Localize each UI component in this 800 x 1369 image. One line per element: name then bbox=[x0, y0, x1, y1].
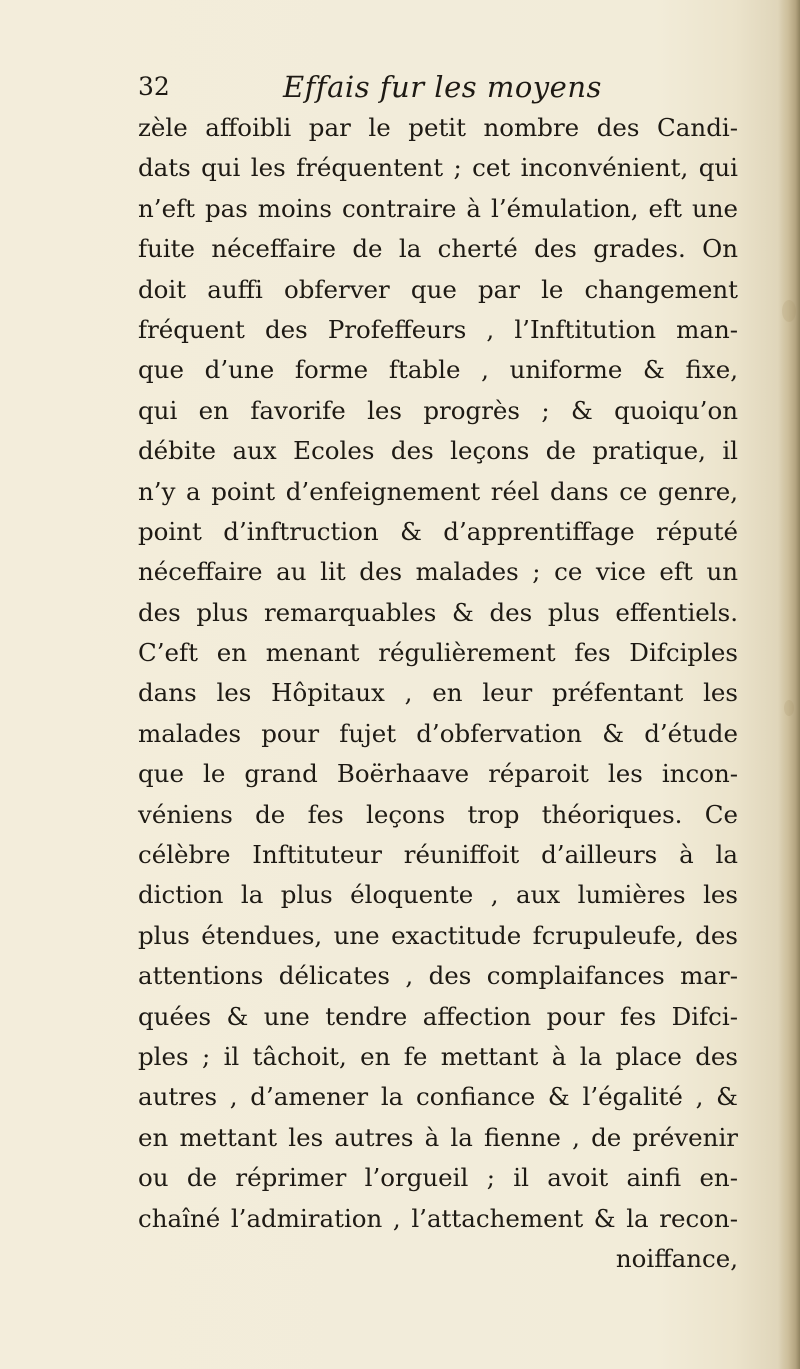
text-line: qui en favorife les progrès ; & quoiqu’on bbox=[138, 395, 738, 425]
text-line: en mettant les autres à la fienne , de prévenir bbox=[138, 1122, 738, 1152]
paper-stain bbox=[782, 300, 796, 322]
text-line: fréquent des Profeffeurs , l’Inftitution man- bbox=[138, 314, 738, 344]
text-line: n’y a point d’enfeignement réel dans ce genre, bbox=[138, 476, 738, 506]
text-line: néceffaire au lit des malades ; ce vice eft un bbox=[138, 557, 738, 587]
text-line: dats qui les fréquentent ; cet inconvénient, qui bbox=[138, 153, 738, 183]
page-edge-shadow bbox=[778, 0, 800, 1369]
text-line: malades pour fujet d’obfervation & d’étude bbox=[138, 718, 738, 748]
text-line: point d’inftruction & d’apprentiffage réputé bbox=[138, 516, 738, 546]
text-line: que le grand Boërhaave réparoit les incon- bbox=[138, 759, 738, 789]
page-number: 32 bbox=[138, 72, 170, 101]
text-line-final: noiffance, bbox=[615, 1243, 738, 1273]
text-line: dans les Hôpitaux , en leur préfentant les bbox=[138, 678, 738, 708]
text-line: ou de réprimer l’orgueil ; il avoit ainfi en- bbox=[138, 1163, 738, 1193]
text-line: célèbre Inftituteur réuniffoit d’ailleurs à la bbox=[138, 840, 738, 870]
body-text bbox=[138, 108, 738, 1279]
text-line: chaîné l’admiration , l’attachement & la recon- bbox=[138, 1203, 738, 1233]
text-line: n’eft pas moins contraire à l’émulation, eft une bbox=[138, 193, 738, 223]
text-line: autres , d’amener la confiance & l’égalité , & bbox=[138, 1082, 738, 1112]
text-line: zèle affoibli par le petit nombre des Candi- bbox=[138, 113, 738, 142]
running-head: Effais fur les moyens bbox=[283, 70, 602, 104]
text-line: quées & une tendre affection pour fes Difci- bbox=[138, 1001, 738, 1031]
text-line: que d’une forme ftable , uniforme & fixe, bbox=[138, 355, 738, 385]
text-line: ples ; il tâchoit, en fe mettant à la place des bbox=[138, 1041, 738, 1071]
text-line: véniens de fes leçons trop théoriques. Ce bbox=[138, 799, 738, 829]
text-line: débite aux Ecoles des leçons de pratique, il bbox=[138, 436, 738, 466]
text-line: fuite néceffaire de la cherté des grades. On bbox=[138, 234, 738, 264]
page-header bbox=[138, 62, 698, 112]
text-line: diction la plus éloquente , aux lumières les bbox=[138, 880, 738, 910]
paper-stain bbox=[784, 700, 794, 716]
text-line: plus étendues, une exactitude fcrupuleufe, des bbox=[138, 920, 738, 950]
text-line: des plus remarquables & des plus effentiels. bbox=[138, 597, 738, 627]
text-line: C’eft en menant régulièrement fes Difciples bbox=[138, 638, 738, 668]
text-line: attentions délicates , des complaifances mar- bbox=[138, 961, 738, 991]
text-line: doit auffi obferver que par le changement bbox=[138, 274, 738, 304]
